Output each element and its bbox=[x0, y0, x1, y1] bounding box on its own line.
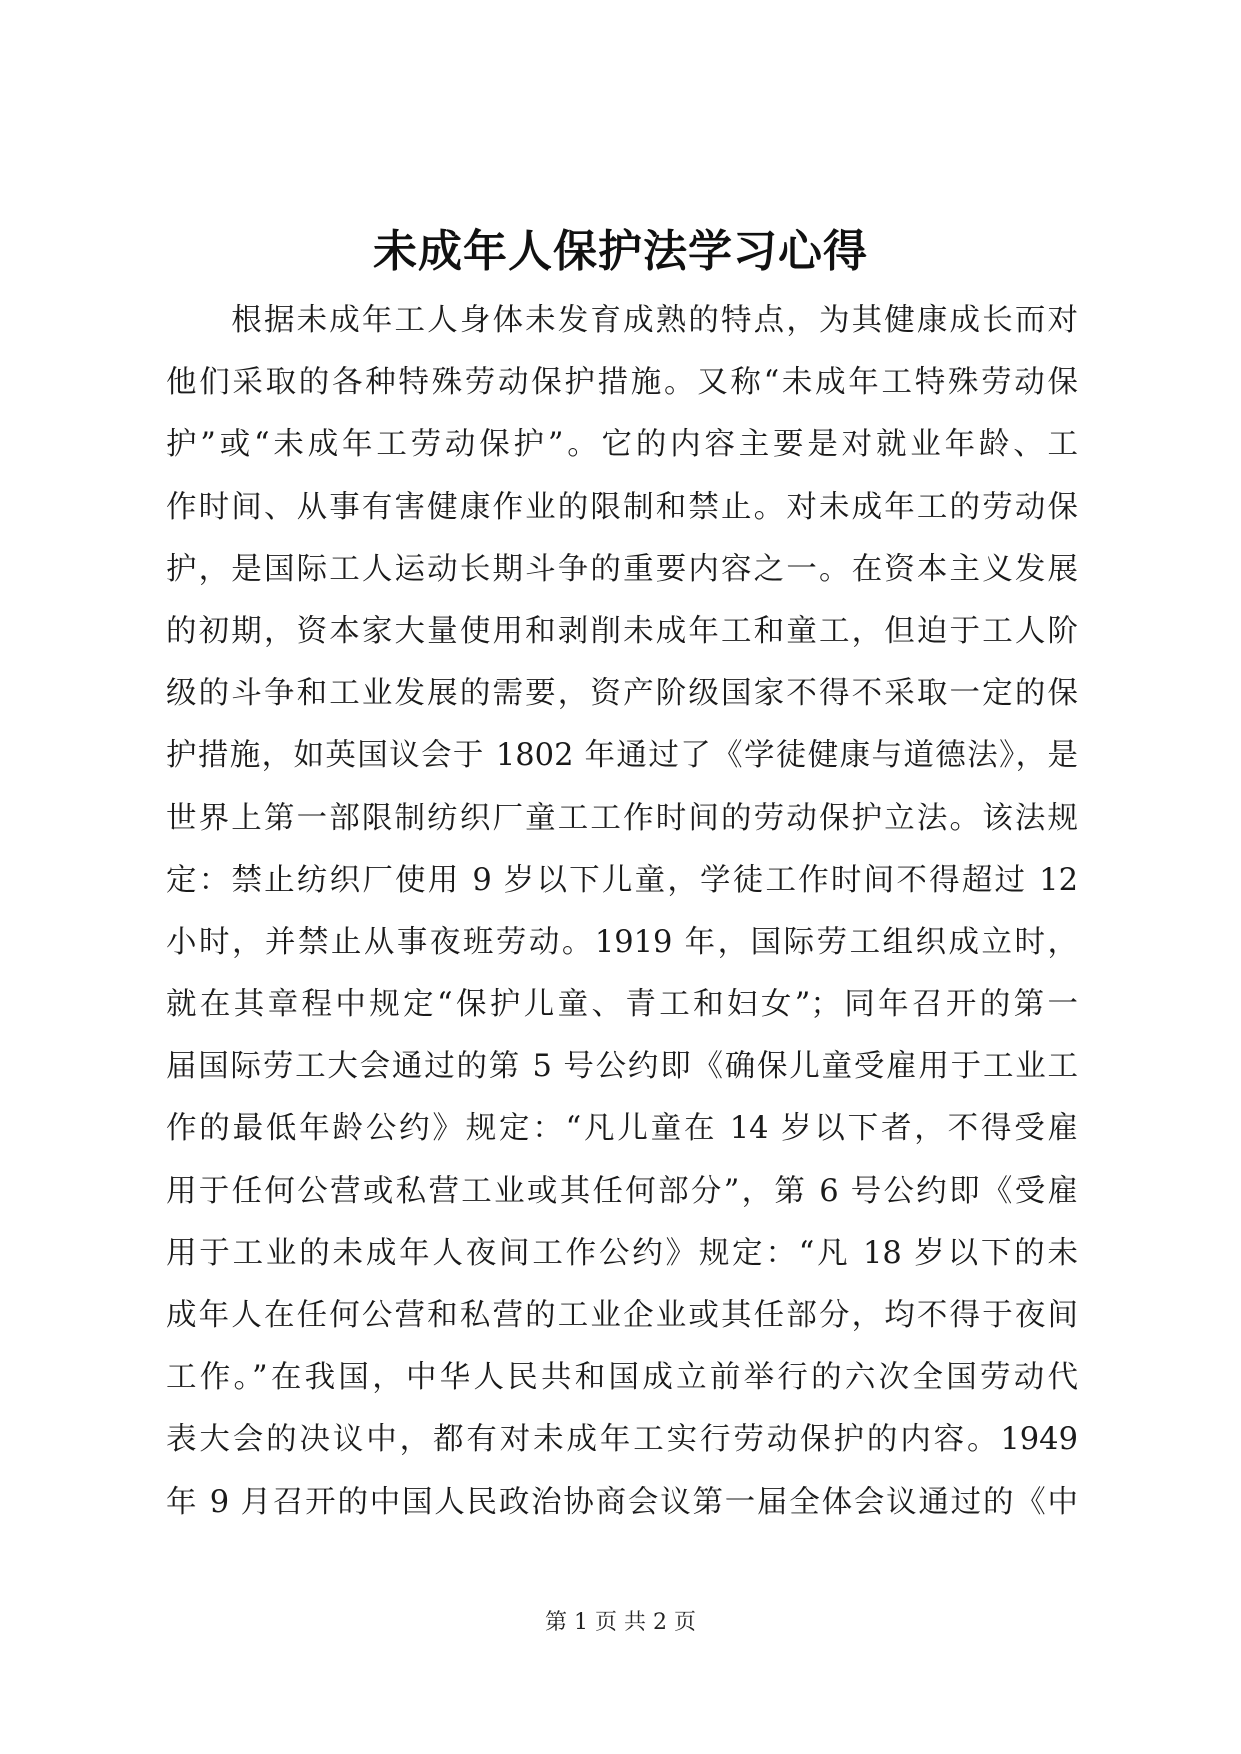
body-line: 工作。”在我国，中华人民共和国成立前举行的六次全国劳动代 bbox=[166, 1360, 1078, 1396]
page-number: 第 1 页 共 2 页 bbox=[545, 1610, 696, 1635]
body-line: 年 9 月召开的中国人民政治协商会议第一届全体会议通过的《中 bbox=[166, 1484, 1078, 1520]
body-line: 护”或“未成年工劳动保护”。它的内容主要是对就业年龄、工 bbox=[166, 427, 1078, 463]
document-title: 未成年人保护法学习心得 bbox=[373, 226, 868, 277]
body-line: 他们采取的各种特殊劳动保护措施。又称“未成年工特殊劳动保 bbox=[166, 365, 1078, 401]
body-line: 根据未成年工人身体未发育成熟的特点，为其健康成长而对 bbox=[166, 303, 1078, 338]
body-line: 表大会的决议中，都有对未成年工实行劳动保护的内容。1949 bbox=[166, 1422, 1078, 1458]
body-line: 级的斗争和工业发展的需要，资产阶级国家不得不采取一定的保 bbox=[166, 676, 1078, 712]
body-line: 作时间、从事有害健康作业的限制和禁止。对未成年工的劳动保 bbox=[166, 489, 1078, 525]
body-line: 世界上第一部限制纺织厂童工工作时间的劳动保护立法。该法规 bbox=[166, 800, 1078, 836]
body-line: 护，是国际工人运动长期斗争的重要内容之一。在资本主义发展 bbox=[166, 551, 1078, 587]
body-line: 的初期，资本家大量使用和剥削未成年工和童工，但迫于工人阶 bbox=[166, 613, 1078, 649]
body-line: 就在其章程中规定“保护儿童、青工和妇女”；同年召开的第一 bbox=[166, 987, 1078, 1023]
body-line: 届国际劳工大会通过的第 5 号公约即《确保儿童受雇用于工业工 bbox=[166, 1049, 1078, 1085]
document-body bbox=[166, 290, 1078, 1534]
body-line: 成年人在任何公营和私营的工业企业或其任部分，均不得于夜间 bbox=[166, 1298, 1078, 1333]
body-line: 护措施，如英国议会于 1802 年通过了《学徒健康与道德法》，是 bbox=[166, 738, 1078, 774]
body-line: 定：禁止纺织厂使用 9 岁以下儿童，学徒工作时间不得超过 12 bbox=[166, 862, 1078, 898]
body-line: 小时，并禁止从事夜班劳动。1919 年，国际劳工组织成立时， bbox=[166, 924, 1078, 960]
body-line: 用于任何公营或私营工业或其任何部分”，第 6 号公约即《受雇 bbox=[166, 1173, 1078, 1209]
body-line: 作的最低年龄公约》规定：“凡儿童在 14 岁以下者，不得受雇 bbox=[166, 1111, 1078, 1147]
body-line: 用于工业的未成年人夜间工作公约》规定：“凡 18 岁以下的未 bbox=[166, 1235, 1078, 1271]
